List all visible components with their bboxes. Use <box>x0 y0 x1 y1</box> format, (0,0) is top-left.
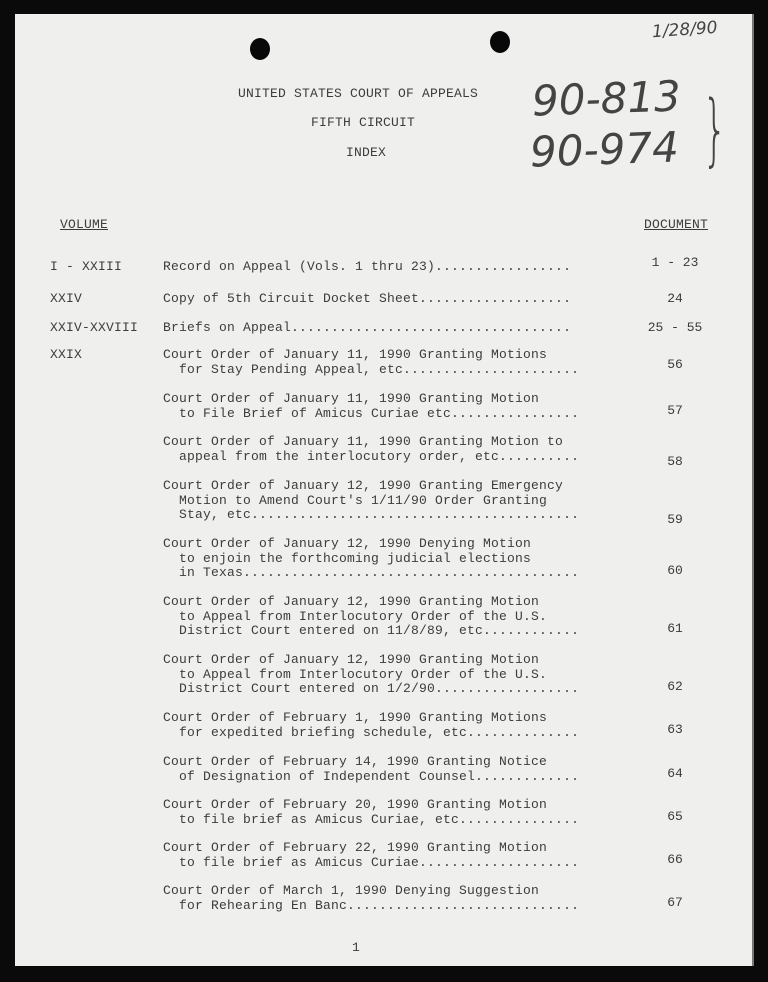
page-edge <box>752 14 754 966</box>
entry-description-line: Court Order of February 22, 1990 Granting Motion <box>163 840 548 855</box>
entry-description-line: for Stay Pending Appeal, etc...................... <box>163 361 580 377</box>
document-column-header: DOCUMENT <box>644 217 709 232</box>
entry-description-line: Court Order of February 14, 1990 Granting Notice <box>163 754 548 769</box>
entry-description-line: Court Order of January 11, 1990 Granting Motions <box>163 347 548 362</box>
entry-description-line: for Rehearing En Banc............................. <box>163 897 580 913</box>
entry-description-line: for expedited briefing schedule, etc.............. <box>163 724 580 740</box>
entry-document-number: 63 <box>667 722 683 737</box>
entry-description-line: Court Order of February 20, 1990 Granting Motion <box>163 797 548 812</box>
court-name: UNITED STATES COURT OF APPEALS <box>238 86 479 101</box>
entry-description-line: Court Order of January 11, 1990 Granting Motion to <box>163 434 564 449</box>
entry-description-line: Stay, etc......................................... <box>163 507 580 522</box>
entry-description-line: Copy of 5th Circuit Docket Sheet................... <box>163 291 572 306</box>
entry-description-line: District Court entered on 1/2/90.................. <box>163 681 580 696</box>
entry-document-number: 60 <box>667 563 683 578</box>
punch-hole <box>490 31 510 53</box>
page-number: 1 <box>352 940 361 955</box>
entry-document-number: 67 <box>667 895 683 910</box>
entry-document-number: 64 <box>667 766 683 781</box>
entry-document-number: 57 <box>667 403 683 418</box>
entry-volume: XXIX <box>50 347 83 362</box>
entry-document-number: 66 <box>667 852 683 867</box>
entry-volume: I - XXIII <box>50 259 123 274</box>
handwritten-date: 1/28/90 <box>651 17 719 43</box>
punch-hole <box>250 38 270 60</box>
entry-description-line: to file brief as Amicus Curiae, etc............... <box>163 811 580 827</box>
entry-description-line: District Court entered on 11/8/89, etc............ <box>163 623 580 638</box>
entry-document-number: 24 <box>667 291 683 306</box>
entry-description-line: Court Order of January 12, 1990 Granting Motion <box>163 594 540 609</box>
index-title: INDEX <box>346 145 387 160</box>
entry-description-line: to enjoin the forthcoming judicial elections <box>163 550 532 566</box>
entry-document-number: 25 - 55 <box>647 320 703 335</box>
handwritten-case-1: 90-813 <box>531 71 682 126</box>
entry-description-line: to Appeal from Interlocutory Order of the U.S. <box>163 608 548 624</box>
entry-document-number: 65 <box>667 809 683 824</box>
entry-description-line: to Appeal from Interlocutory Order of the U.S. <box>163 666 548 682</box>
handwritten-case-2: 90-974 <box>529 122 680 177</box>
entry-description-line: Record on Appeal (Vols. 1 thru 23)................. <box>163 259 572 274</box>
entry-description-line: of Designation of Independent Counsel............. <box>163 768 580 784</box>
entry-description-line: Briefs on Appeal................................... <box>163 320 572 335</box>
entry-description-line: Court Order of February 1, 1990 Granting Motions <box>163 710 548 725</box>
entry-document-number: 61 <box>667 621 683 636</box>
entry-description-line: appeal from the interlocutory order, etc.......... <box>163 448 580 464</box>
circuit-name: FIFTH CIRCUIT <box>311 115 416 130</box>
entry-document-number: 62 <box>667 679 683 694</box>
volume-column-header: VOLUME <box>60 217 109 232</box>
entry-description-line: to File Brief of Amicus Curiae etc................ <box>163 405 580 421</box>
entry-volume: XXIV <box>50 291 83 306</box>
entry-description-line: Court Order of January 12, 1990 Denying Motion <box>163 536 532 551</box>
entry-document-number: 56 <box>667 357 683 372</box>
entry-description-line: Court Order of January 12, 1990 Granting Motion <box>163 652 540 667</box>
entry-description-line: Court Order of January 12, 1990 Granting Emergency <box>163 478 564 493</box>
entry-description-line: to file brief as Amicus Curiae.................... <box>163 854 580 870</box>
entry-description-line: in Texas.......................................... <box>163 565 580 580</box>
entry-volume: XXIV-XXVIII <box>50 320 139 335</box>
entry-document-number: 1 - 23 <box>651 255 699 270</box>
entry-document-number: 59 <box>667 512 683 527</box>
handwritten-brace: } <box>702 85 728 175</box>
entry-description-line: Court Order of January 11, 1990 Granting Motion <box>163 391 540 406</box>
entry-document-number: 58 <box>667 454 683 469</box>
entry-description-line: Court Order of March 1, 1990 Denying Suggestion <box>163 883 540 898</box>
entry-description-line: Motion to Amend Court's 1/11/90 Order Granting <box>163 492 548 508</box>
